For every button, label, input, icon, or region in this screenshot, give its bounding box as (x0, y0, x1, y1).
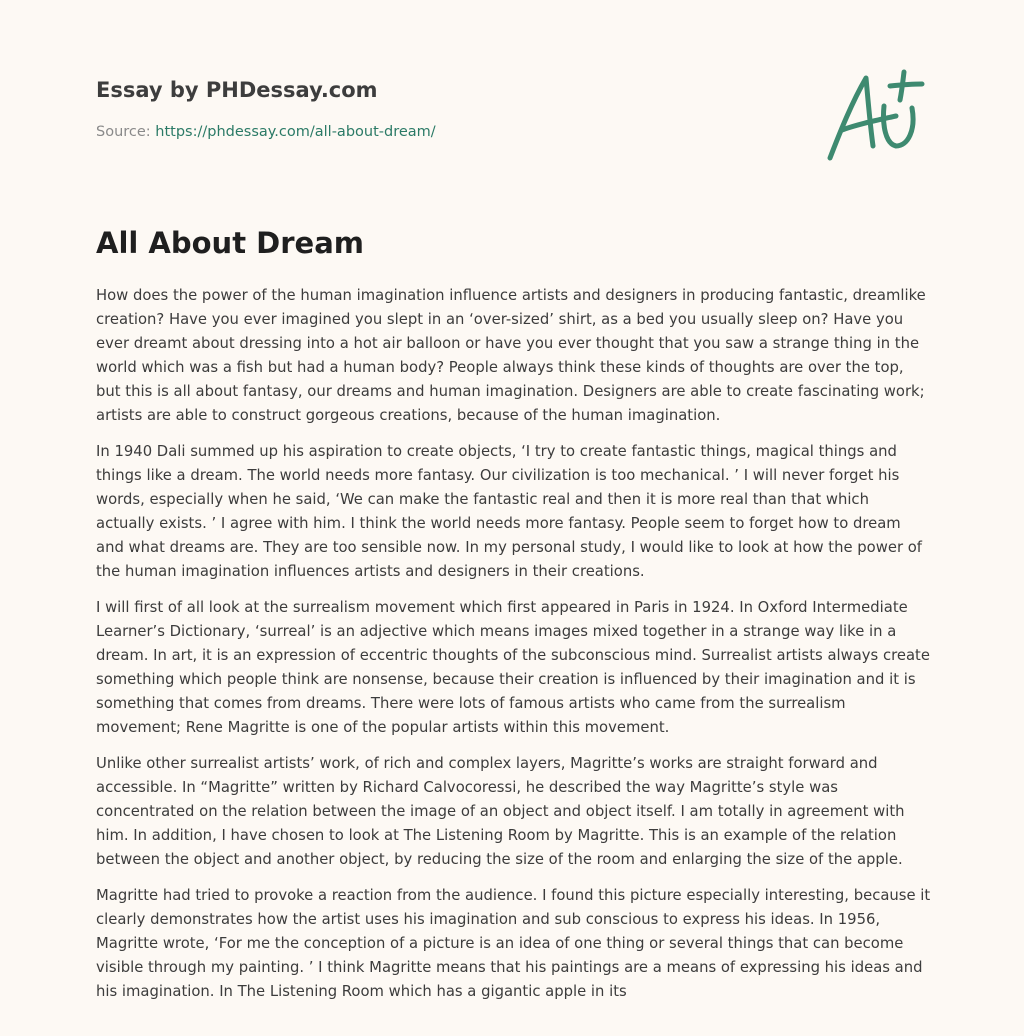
source-link[interactable]: https://phdessay.com/all-about-dream/ (155, 124, 436, 140)
essay-paragraph: Magritte had tried to provoke a reaction from the audience. I found this picture especially interesting, because it clearly demonstrates how the artist uses his imagination and sub conscious to express his ideas. In 1956, Magritte wrote, ‘For me the conception of a picture is an idea of one thing or several things that can become visible through my painting. ’ I think Magritte means that his paintings are a means of expressing his ideas and his imagination. In The Listening Room which has a gigantic apple in its (96, 887, 931, 1000)
essay-body (96, 284, 932, 1024)
source-line (96, 124, 436, 140)
a-plus-icon (824, 66, 926, 166)
essay-paragraph: Unlike other surrealist artists’ work, of rich and complex layers, Magritte’s works are straight forward and accessible. In “Magritte” written by Richard Calvocoressi, he described the way Magritte’s style was concentrated on the relation between the image of an object and object itself. I am totally in agreement with him. In addition, I have chosen to look at The Listening Room by Magritte. This is an example of the relation between the object and another object, by reducing the size of the room and enlarging the size of the apple. (96, 755, 905, 868)
essay-paragraph: How does the power of the human imagination influence artists and designers in producing fantastic, dreamlike creation? Have you ever imagined you slept in an ‘over-sized’ shirt, as a bed you usually sleep on? Have you ever dreamt about dressing into a hot air balloon or have you ever thought that you saw a strange thing in the world which was a fish but had a human body? People always think these kinds of thoughts are over the top, but this is all about fantasy, our dreams and human imagination. Designers are able to create fascinating work; artists are able to construct gorgeous creations, because of the human imagination. (96, 287, 926, 424)
page-header (96, 0, 928, 160)
source-label: Source: (96, 124, 156, 140)
essay-paragraph: I will first of all look at the surrealism movement which first appeared in Paris in 1924. In Oxford Intermediate Learner’s Dictionary, ‘surreal’ is an adjective which means images mixed together in a strange way like in a dream. In art, it is an expression of eccentric thoughts of the subconscious mind. Surrealist artists always create something which people think are nonsense, because their creation is influenced by their imagination and it is something that comes from dreams. There were lots of famous artists who came from the surrealism movement; Rene Magritte is one of the popular artists within this movement. (96, 599, 930, 736)
site-brand: Essay by PHDessay.com (96, 78, 378, 102)
essay-paragraph: In 1940 Dali summed up his aspiration to create objects, ‘I try to create fantastic things, magical things and things like a dream. The world needs more fantasy. Our civilization is too mechanical. ’ I will never forget his words, especially when he said, ‘We can make the fantastic real and then it is more real than that which actually exists. ’ I agree with him. I think the world needs more fantasy. People seem to forget how to dream and what dreams are. They are too sensible now. In my personal study, I would like to look at how the power of the human imagination influences artists and designers in their creations. (96, 443, 922, 580)
essay-title: All About Dream (96, 226, 364, 260)
